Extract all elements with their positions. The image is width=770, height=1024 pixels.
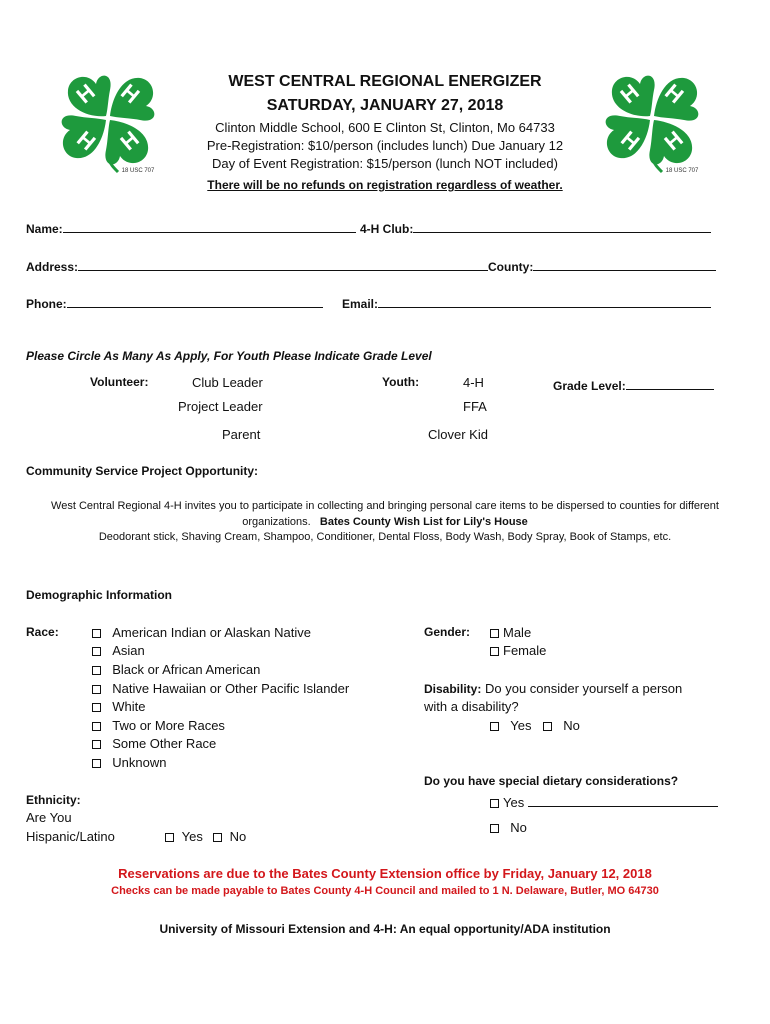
checkbox-icon[interactable] (92, 740, 101, 749)
checkbox-icon[interactable] (490, 722, 499, 731)
county-input-line[interactable] (533, 256, 716, 271)
phone-label: Phone: (26, 297, 67, 311)
club-label: 4-H Club: (360, 222, 414, 236)
name-label: Name: (26, 222, 63, 236)
checkbox-icon[interactable] (490, 629, 499, 638)
youth-label: Youth: (382, 375, 420, 389)
svg-text:18 USC 707: 18 USC 707 (665, 168, 699, 174)
gender-label: Gender: (424, 625, 471, 639)
svg-text:H: H (616, 125, 645, 156)
gender-option-label: Female (503, 643, 547, 658)
volunteer-option[interactable]: Project Leader (178, 399, 263, 414)
are-you-text: Are You (26, 810, 72, 825)
dietary-yes[interactable] (490, 792, 718, 810)
svg-text:H: H (72, 125, 101, 156)
service-text-line2 (0, 516, 770, 528)
yes-label: Yes (503, 795, 525, 810)
service-text-line1: West Central Regional 4-H invites you to participate in collecting and bringing personal care items to be dispersed to counties for different (51, 500, 719, 512)
name-input-line[interactable] (63, 218, 356, 233)
checkbox-icon[interactable] (213, 833, 222, 842)
no-label: No (563, 718, 580, 733)
grade-level-label: Grade Level: (553, 379, 626, 393)
youth-option[interactable]: 4-H (463, 375, 484, 390)
yes-label: Yes (181, 829, 203, 844)
checkbox-icon[interactable] (92, 722, 101, 731)
checkbox-icon[interactable] (92, 703, 101, 712)
dietary-question: Do you have special dietary considerations? (424, 774, 679, 788)
dietary-details-line[interactable] (528, 792, 718, 807)
gender-option[interactable] (490, 643, 546, 658)
disability-question (424, 681, 682, 696)
checkbox-icon[interactable] (92, 666, 101, 675)
gender-option[interactable] (490, 625, 531, 640)
disability-yes[interactable] (490, 718, 531, 733)
checkbox-icon[interactable] (165, 833, 174, 842)
event-date: SATURDAY, JANUARY 27, 2018 (266, 97, 504, 114)
volunteer-option[interactable]: Club Leader (192, 375, 263, 390)
race-option[interactable] (92, 681, 349, 696)
svg-text:18 USC 707: 18 USC 707 (121, 168, 155, 174)
checkbox-icon[interactable] (92, 647, 101, 656)
club-field[interactable] (360, 218, 711, 236)
race-option-label: Black or African American (112, 662, 261, 677)
race-option-label: Unknown (112, 755, 167, 770)
demographic-heading: Demographic Information (26, 588, 173, 602)
phone-field[interactable] (26, 293, 323, 311)
hispanic-text: Hispanic/Latino (26, 829, 115, 844)
email-input-line[interactable] (378, 293, 711, 308)
service-heading: Community Service Project Opportunity: (26, 464, 259, 478)
county-field[interactable] (488, 256, 716, 274)
service-text-orgs: organizations. (242, 516, 311, 528)
svg-text:H: H (116, 78, 145, 109)
youth-option[interactable]: Clover Kid (428, 427, 488, 442)
race-option[interactable] (92, 625, 311, 640)
volunteer-label: Volunteer: (90, 375, 149, 389)
email-field[interactable] (342, 293, 711, 311)
checkbox-icon[interactable] (490, 647, 499, 656)
checkbox-icon[interactable] (92, 685, 101, 694)
name-field[interactable] (26, 218, 356, 236)
address-field[interactable] (26, 256, 488, 274)
event-location: Clinton Middle School, 600 E Clinton St, Clinton, Mo 64733 (215, 120, 555, 135)
disability-question-cont: with a disability? (424, 699, 519, 714)
no-label: No (229, 829, 247, 844)
wish-list-title: Bates County Wish List for Lily's House (319, 516, 528, 528)
race-option-label: Asian (112, 643, 145, 658)
race-option-label: White (112, 699, 146, 714)
email-label: Email: (342, 297, 379, 311)
pre-registration-note: Pre-Registration: $10/person (includes lunch) Due January 12 (206, 138, 564, 153)
hispanic-yes[interactable] (165, 829, 203, 844)
grade-level-field[interactable] (553, 375, 714, 393)
disability-question-text: Do you consider yourself a person (484, 681, 683, 696)
ethnicity-label: Ethnicity: (26, 793, 81, 807)
yes-label: Yes (510, 718, 532, 733)
phone-input-line[interactable] (67, 293, 323, 308)
svg-text:H: H (71, 78, 100, 109)
checkbox-icon[interactable] (92, 759, 101, 768)
checkbox-icon[interactable] (490, 824, 499, 833)
race-option[interactable] (92, 699, 145, 714)
svg-text:H: H (659, 125, 688, 156)
race-option-label: Two or More Races (112, 718, 225, 733)
race-label: Race: (26, 625, 59, 639)
address-input-line[interactable] (78, 256, 488, 271)
event-title: WEST CENTRAL REGIONAL ENERGIZER (228, 73, 542, 90)
disability-label: Disability: (424, 682, 482, 696)
race-option[interactable] (92, 718, 225, 733)
no-label: No (510, 820, 527, 835)
reservation-deadline: Reservations are due to the Bates County Extension office by Friday, January 12, 2018 (118, 866, 652, 881)
no-refund-note: There will be no refunds on registration regardless of weather. (207, 178, 563, 192)
hispanic-no[interactable] (213, 829, 246, 844)
county-label: County: (488, 260, 534, 274)
svg-text:H: H (115, 125, 144, 156)
youth-option[interactable]: FFA (463, 399, 487, 414)
grade-level-input-line[interactable] (626, 375, 714, 390)
circle-instruction: Please Circle As Many As Apply, For Youth Please Indicate Grade Level (26, 349, 432, 363)
race-option-label: Native Hawaiian or Other Pacific Islander (112, 681, 350, 696)
checkbox-icon[interactable] (490, 799, 499, 808)
checkbox-icon[interactable] (543, 722, 552, 731)
race-option-label: Some Other Race (112, 736, 217, 751)
volunteer-option[interactable]: Parent (222, 427, 261, 442)
checkbox-icon[interactable] (92, 629, 101, 638)
address-label: Address: (26, 260, 79, 274)
svg-text:H: H (660, 78, 689, 109)
race-option[interactable] (92, 662, 260, 677)
check-payment-note: Checks can be made payable to Bates County 4-H Council and mailed to 1 N. Delaware, Butler, MO 64730 (111, 885, 659, 897)
race-option[interactable] (92, 755, 166, 770)
disability-no[interactable] (543, 718, 580, 733)
equal-opportunity-statement: University of Missouri Extension and 4-H: An equal opportunity/ADA institution (159, 922, 611, 936)
race-option-label: American Indian or Alaskan Native (112, 625, 311, 640)
gender-option-label: Male (503, 625, 532, 640)
race-option[interactable] (92, 643, 145, 658)
race-option[interactable] (92, 736, 216, 751)
day-of-registration-note: Day of Event Registration: $15/person (lunch NOT included) (212, 156, 558, 171)
svg-text:H: H (615, 78, 644, 109)
dietary-no[interactable] (490, 820, 527, 835)
club-input-line[interactable] (413, 218, 711, 233)
service-text-line3: Deodorant stick, Shaving Cream, Shampoo, Conditioner, Dental Floss, Body Wash, Body Spray, Book of Stamps, etc. (98, 531, 672, 543)
